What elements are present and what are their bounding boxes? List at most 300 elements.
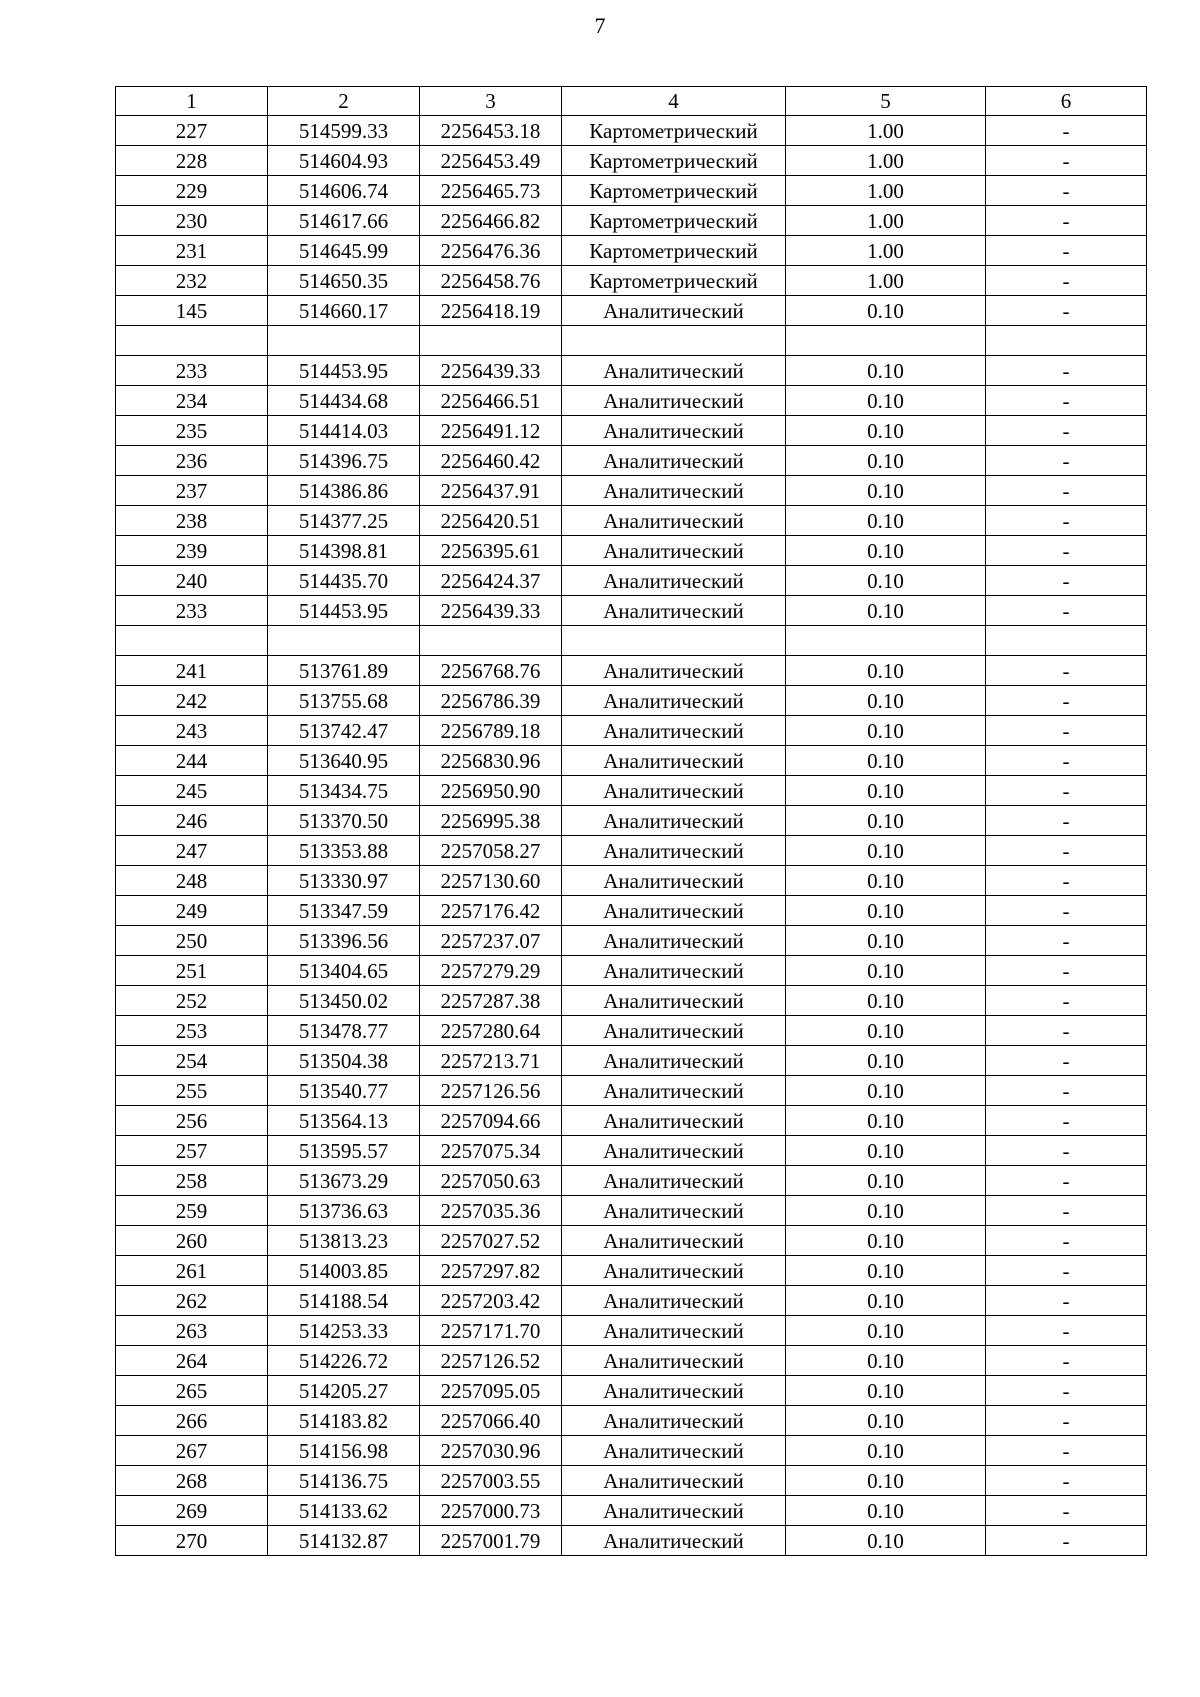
table-row bbox=[116, 1286, 1147, 1316]
note-cell: - bbox=[986, 836, 1147, 866]
table-row bbox=[116, 1046, 1147, 1076]
method-cell: Аналитический bbox=[562, 1166, 786, 1196]
method-cell: Аналитический bbox=[562, 1406, 786, 1436]
x-coordinate-cell: 514156.98 bbox=[268, 1436, 420, 1466]
accuracy-cell: 0.10 bbox=[786, 1466, 986, 1496]
accuracy-cell: 0.10 bbox=[786, 866, 986, 896]
point-number-cell: 242 bbox=[116, 686, 268, 716]
y-coordinate-cell: 2257094.66 bbox=[420, 1106, 562, 1136]
accuracy-cell: 0.10 bbox=[786, 986, 986, 1016]
x-coordinate-cell: 514003.85 bbox=[268, 1256, 420, 1286]
point-number-cell: 269 bbox=[116, 1496, 268, 1526]
table-separator-row bbox=[116, 626, 1147, 656]
accuracy-cell: 0.10 bbox=[786, 1166, 986, 1196]
x-coordinate-cell: 514377.25 bbox=[268, 506, 420, 536]
point-number-cell: 232 bbox=[116, 266, 268, 296]
x-coordinate-cell: 513640.95 bbox=[268, 746, 420, 776]
accuracy-cell: 1.00 bbox=[786, 146, 986, 176]
x-coordinate-cell: 513673.29 bbox=[268, 1166, 420, 1196]
note-cell: - bbox=[986, 806, 1147, 836]
x-coordinate-cell: 513478.77 bbox=[268, 1016, 420, 1046]
x-coordinate-cell: 513353.88 bbox=[268, 836, 420, 866]
y-coordinate-cell: 2257171.70 bbox=[420, 1316, 562, 1346]
note-cell: - bbox=[986, 1526, 1147, 1556]
x-coordinate-cell bbox=[268, 326, 420, 356]
y-coordinate-cell: 2256491.12 bbox=[420, 416, 562, 446]
table-row bbox=[116, 866, 1147, 896]
note-cell: - bbox=[986, 1226, 1147, 1256]
method-cell: Аналитический bbox=[562, 1466, 786, 1496]
y-coordinate-cell: 2257066.40 bbox=[420, 1406, 562, 1436]
accuracy-cell: 0.10 bbox=[786, 686, 986, 716]
note-cell: - bbox=[986, 476, 1147, 506]
column-header: 1 bbox=[116, 87, 268, 116]
x-coordinate-cell bbox=[268, 626, 420, 656]
note-cell: - bbox=[986, 176, 1147, 206]
note-cell: - bbox=[986, 1436, 1147, 1466]
accuracy-cell: 0.10 bbox=[786, 386, 986, 416]
point-number-cell: 234 bbox=[116, 386, 268, 416]
method-cell: Аналитический bbox=[562, 1436, 786, 1466]
accuracy-cell: 0.10 bbox=[786, 506, 986, 536]
note-cell: - bbox=[986, 1316, 1147, 1346]
point-number-cell: 243 bbox=[116, 716, 268, 746]
table-row bbox=[116, 476, 1147, 506]
accuracy-cell: 0.10 bbox=[786, 746, 986, 776]
x-coordinate-cell: 514133.62 bbox=[268, 1496, 420, 1526]
table-row bbox=[116, 536, 1147, 566]
point-number-cell bbox=[116, 626, 268, 656]
y-coordinate-cell: 2257003.55 bbox=[420, 1466, 562, 1496]
method-cell: Аналитический bbox=[562, 446, 786, 476]
table-row bbox=[116, 296, 1147, 326]
table-row bbox=[116, 1076, 1147, 1106]
method-cell: Аналитический bbox=[562, 986, 786, 1016]
method-cell: Аналитический bbox=[562, 866, 786, 896]
accuracy-cell: 1.00 bbox=[786, 206, 986, 236]
point-number-cell: 264 bbox=[116, 1346, 268, 1376]
note-cell: - bbox=[986, 206, 1147, 236]
method-cell: Аналитический bbox=[562, 1106, 786, 1136]
accuracy-cell: 0.10 bbox=[786, 1286, 986, 1316]
note-cell: - bbox=[986, 506, 1147, 536]
method-cell: Аналитический bbox=[562, 1256, 786, 1286]
point-number-cell: 237 bbox=[116, 476, 268, 506]
table-row bbox=[116, 1256, 1147, 1286]
accuracy-cell: 0.10 bbox=[786, 1106, 986, 1136]
note-cell: - bbox=[986, 1406, 1147, 1436]
method-cell: Аналитический bbox=[562, 746, 786, 776]
x-coordinate-cell: 514660.17 bbox=[268, 296, 420, 326]
y-coordinate-cell: 2257130.60 bbox=[420, 866, 562, 896]
point-number-cell: 257 bbox=[116, 1136, 268, 1166]
x-coordinate-cell: 514599.33 bbox=[268, 116, 420, 146]
column-header: 2 bbox=[268, 87, 420, 116]
point-number-cell: 244 bbox=[116, 746, 268, 776]
x-coordinate-cell: 514396.75 bbox=[268, 446, 420, 476]
note-cell: - bbox=[986, 776, 1147, 806]
table-header-row bbox=[116, 87, 1147, 116]
point-number-cell: 261 bbox=[116, 1256, 268, 1286]
note-cell: - bbox=[986, 1376, 1147, 1406]
note-cell: - bbox=[986, 716, 1147, 746]
x-coordinate-cell: 514414.03 bbox=[268, 416, 420, 446]
accuracy-cell: 0.10 bbox=[786, 536, 986, 566]
method-cell: Аналитический bbox=[562, 566, 786, 596]
table-row bbox=[116, 266, 1147, 296]
note-cell: - bbox=[986, 686, 1147, 716]
table-row bbox=[116, 1226, 1147, 1256]
table-row bbox=[116, 1016, 1147, 1046]
table-row bbox=[116, 446, 1147, 476]
y-coordinate-cell: 2256420.51 bbox=[420, 506, 562, 536]
table-row bbox=[116, 1346, 1147, 1376]
accuracy-cell bbox=[786, 626, 986, 656]
y-coordinate-cell: 2257050.63 bbox=[420, 1166, 562, 1196]
y-coordinate-cell: 2256439.33 bbox=[420, 356, 562, 386]
point-number-cell: 254 bbox=[116, 1046, 268, 1076]
note-cell: - bbox=[986, 266, 1147, 296]
y-coordinate-cell: 2257279.29 bbox=[420, 956, 562, 986]
x-coordinate-cell: 514136.75 bbox=[268, 1466, 420, 1496]
table-row bbox=[116, 926, 1147, 956]
x-coordinate-cell: 513595.57 bbox=[268, 1136, 420, 1166]
note-cell: - bbox=[986, 1466, 1147, 1496]
accuracy-cell: 0.10 bbox=[786, 1076, 986, 1106]
method-cell: Аналитический bbox=[562, 1496, 786, 1526]
note-cell: - bbox=[986, 1166, 1147, 1196]
note-cell: - bbox=[986, 1256, 1147, 1286]
note-cell: - bbox=[986, 896, 1147, 926]
y-coordinate-cell: 2256768.76 bbox=[420, 656, 562, 686]
y-coordinate-cell: 2256418.19 bbox=[420, 296, 562, 326]
point-number-cell: 249 bbox=[116, 896, 268, 926]
point-number-cell: 235 bbox=[116, 416, 268, 446]
accuracy-cell: 0.10 bbox=[786, 596, 986, 626]
accuracy-cell: 0.10 bbox=[786, 416, 986, 446]
method-cell: Аналитический bbox=[562, 536, 786, 566]
method-cell: Аналитический bbox=[562, 1376, 786, 1406]
x-coordinate-cell: 513813.23 bbox=[268, 1226, 420, 1256]
table-row bbox=[116, 746, 1147, 776]
y-coordinate-cell: 2257297.82 bbox=[420, 1256, 562, 1286]
x-coordinate-cell: 513736.63 bbox=[268, 1196, 420, 1226]
table-row bbox=[116, 896, 1147, 926]
note-cell: - bbox=[986, 926, 1147, 956]
method-cell: Картометрический bbox=[562, 236, 786, 266]
y-coordinate-cell: 2257287.38 bbox=[420, 986, 562, 1016]
y-coordinate-cell: 2256786.39 bbox=[420, 686, 562, 716]
accuracy-cell: 0.10 bbox=[786, 1196, 986, 1226]
accuracy-cell: 0.10 bbox=[786, 1436, 986, 1466]
x-coordinate-cell: 513396.56 bbox=[268, 926, 420, 956]
method-cell: Аналитический bbox=[562, 1196, 786, 1226]
column-header: 3 bbox=[420, 87, 562, 116]
x-coordinate-cell: 514253.33 bbox=[268, 1316, 420, 1346]
table-row bbox=[116, 1106, 1147, 1136]
y-coordinate-cell: 2257126.56 bbox=[420, 1076, 562, 1106]
note-cell bbox=[986, 626, 1147, 656]
y-coordinate-cell: 2256437.91 bbox=[420, 476, 562, 506]
table-row bbox=[116, 1376, 1147, 1406]
y-coordinate-cell: 2256395.61 bbox=[420, 536, 562, 566]
y-coordinate-cell: 2256466.82 bbox=[420, 206, 562, 236]
note-cell: - bbox=[986, 146, 1147, 176]
table-row bbox=[116, 146, 1147, 176]
table-row bbox=[116, 1136, 1147, 1166]
note-cell: - bbox=[986, 1106, 1147, 1136]
point-number-cell: 241 bbox=[116, 656, 268, 686]
accuracy-cell: 0.10 bbox=[786, 1496, 986, 1526]
note-cell: - bbox=[986, 956, 1147, 986]
table-row bbox=[116, 1466, 1147, 1496]
point-number-cell: 258 bbox=[116, 1166, 268, 1196]
point-number-cell: 145 bbox=[116, 296, 268, 326]
method-cell: Аналитический bbox=[562, 1346, 786, 1376]
table-row bbox=[116, 1166, 1147, 1196]
y-coordinate-cell bbox=[420, 626, 562, 656]
method-cell: Аналитический bbox=[562, 1226, 786, 1256]
accuracy-cell: 1.00 bbox=[786, 176, 986, 206]
x-coordinate-cell: 514386.86 bbox=[268, 476, 420, 506]
point-number-cell: 250 bbox=[116, 926, 268, 956]
y-coordinate-cell: 2257027.52 bbox=[420, 1226, 562, 1256]
x-coordinate-cell: 513434.75 bbox=[268, 776, 420, 806]
table-row bbox=[116, 1406, 1147, 1436]
point-number-cell: 260 bbox=[116, 1226, 268, 1256]
table-row bbox=[116, 206, 1147, 236]
method-cell: Аналитический bbox=[562, 776, 786, 806]
method-cell: Аналитический bbox=[562, 476, 786, 506]
accuracy-cell: 0.10 bbox=[786, 836, 986, 866]
method-cell: Аналитический bbox=[562, 836, 786, 866]
table-row bbox=[116, 506, 1147, 536]
point-number-cell: 262 bbox=[116, 1286, 268, 1316]
y-coordinate-cell: 2256458.76 bbox=[420, 266, 562, 296]
x-coordinate-cell: 514645.99 bbox=[268, 236, 420, 266]
method-cell: Аналитический bbox=[562, 956, 786, 986]
table-row bbox=[116, 836, 1147, 866]
x-coordinate-cell: 514132.87 bbox=[268, 1526, 420, 1556]
x-coordinate-cell: 513404.65 bbox=[268, 956, 420, 986]
table-row bbox=[116, 176, 1147, 206]
x-coordinate-cell: 513761.89 bbox=[268, 656, 420, 686]
point-number-cell: 253 bbox=[116, 1016, 268, 1046]
point-number-cell: 239 bbox=[116, 536, 268, 566]
accuracy-cell: 0.10 bbox=[786, 1526, 986, 1556]
accuracy-cell bbox=[786, 326, 986, 356]
y-coordinate-cell: 2257203.42 bbox=[420, 1286, 562, 1316]
x-coordinate-cell: 514650.35 bbox=[268, 266, 420, 296]
accuracy-cell: 0.10 bbox=[786, 656, 986, 686]
point-number-cell: 233 bbox=[116, 596, 268, 626]
table-separator-row bbox=[116, 326, 1147, 356]
point-number-cell: 255 bbox=[116, 1076, 268, 1106]
note-cell: - bbox=[986, 866, 1147, 896]
method-cell: Аналитический bbox=[562, 1046, 786, 1076]
table-row bbox=[116, 776, 1147, 806]
note-cell: - bbox=[986, 596, 1147, 626]
y-coordinate-cell: 2256460.42 bbox=[420, 446, 562, 476]
x-coordinate-cell: 513347.59 bbox=[268, 896, 420, 926]
method-cell: Аналитический bbox=[562, 896, 786, 926]
table-row bbox=[116, 566, 1147, 596]
table-row bbox=[116, 656, 1147, 686]
point-number-cell: 238 bbox=[116, 506, 268, 536]
x-coordinate-cell: 514617.66 bbox=[268, 206, 420, 236]
accuracy-cell: 0.10 bbox=[786, 356, 986, 386]
x-coordinate-cell: 514398.81 bbox=[268, 536, 420, 566]
table-body bbox=[116, 87, 1147, 1556]
point-number-cell: 265 bbox=[116, 1376, 268, 1406]
table-row bbox=[116, 1526, 1147, 1556]
accuracy-cell: 0.10 bbox=[786, 1346, 986, 1376]
method-cell bbox=[562, 626, 786, 656]
accuracy-cell: 1.00 bbox=[786, 116, 986, 146]
note-cell bbox=[986, 326, 1147, 356]
table-row bbox=[116, 986, 1147, 1016]
note-cell: - bbox=[986, 1346, 1147, 1376]
accuracy-cell: 0.10 bbox=[786, 806, 986, 836]
table-row bbox=[116, 1196, 1147, 1226]
table-row bbox=[116, 686, 1147, 716]
method-cell: Аналитический bbox=[562, 386, 786, 416]
point-number-cell: 268 bbox=[116, 1466, 268, 1496]
accuracy-cell: 0.10 bbox=[786, 296, 986, 326]
note-cell: - bbox=[986, 1016, 1147, 1046]
y-coordinate-cell: 2257126.52 bbox=[420, 1346, 562, 1376]
note-cell: - bbox=[986, 446, 1147, 476]
x-coordinate-cell: 513742.47 bbox=[268, 716, 420, 746]
note-cell: - bbox=[986, 566, 1147, 596]
y-coordinate-cell: 2257237.07 bbox=[420, 926, 562, 956]
accuracy-cell: 0.10 bbox=[786, 716, 986, 746]
x-coordinate-cell: 513540.77 bbox=[268, 1076, 420, 1106]
x-coordinate-cell: 514183.82 bbox=[268, 1406, 420, 1436]
accuracy-cell: 0.10 bbox=[786, 476, 986, 506]
point-number-cell: 259 bbox=[116, 1196, 268, 1226]
accuracy-cell: 0.10 bbox=[786, 1226, 986, 1256]
note-cell: - bbox=[986, 746, 1147, 776]
accuracy-cell: 1.00 bbox=[786, 266, 986, 296]
method-cell bbox=[562, 326, 786, 356]
method-cell: Аналитический bbox=[562, 716, 786, 746]
x-coordinate-cell: 513564.13 bbox=[268, 1106, 420, 1136]
accuracy-cell: 0.10 bbox=[786, 1376, 986, 1406]
y-coordinate-cell: 2256476.36 bbox=[420, 236, 562, 266]
table-row bbox=[116, 1436, 1147, 1466]
point-number-cell: 240 bbox=[116, 566, 268, 596]
note-cell: - bbox=[986, 116, 1147, 146]
y-coordinate-cell: 2256453.18 bbox=[420, 116, 562, 146]
x-coordinate-cell: 514434.68 bbox=[268, 386, 420, 416]
point-number-cell: 246 bbox=[116, 806, 268, 836]
point-number-cell: 236 bbox=[116, 446, 268, 476]
note-cell: - bbox=[986, 1286, 1147, 1316]
note-cell: - bbox=[986, 1136, 1147, 1166]
method-cell: Картометрический bbox=[562, 266, 786, 296]
accuracy-cell: 0.10 bbox=[786, 926, 986, 956]
note-cell: - bbox=[986, 1046, 1147, 1076]
method-cell: Аналитический bbox=[562, 506, 786, 536]
note-cell: - bbox=[986, 986, 1147, 1016]
point-number-cell bbox=[116, 326, 268, 356]
table-row bbox=[116, 596, 1147, 626]
y-coordinate-cell bbox=[420, 326, 562, 356]
point-number-cell: 227 bbox=[116, 116, 268, 146]
table-row bbox=[116, 716, 1147, 746]
y-coordinate-cell: 2256830.96 bbox=[420, 746, 562, 776]
accuracy-cell: 0.10 bbox=[786, 1046, 986, 1076]
page-number: 7 bbox=[594, 13, 606, 38]
y-coordinate-cell: 2257213.71 bbox=[420, 1046, 562, 1076]
x-coordinate-cell: 514188.54 bbox=[268, 1286, 420, 1316]
y-coordinate-cell: 2257058.27 bbox=[420, 836, 562, 866]
point-number-cell: 270 bbox=[116, 1526, 268, 1556]
point-number-cell: 266 bbox=[116, 1406, 268, 1436]
x-coordinate-cell: 514606.74 bbox=[268, 176, 420, 206]
table-row bbox=[116, 1496, 1147, 1526]
method-cell: Аналитический bbox=[562, 1526, 786, 1556]
method-cell: Аналитический bbox=[562, 806, 786, 836]
x-coordinate-cell: 514453.95 bbox=[268, 596, 420, 626]
point-number-cell: 233 bbox=[116, 356, 268, 386]
table-row bbox=[116, 416, 1147, 446]
point-number-cell: 252 bbox=[116, 986, 268, 1016]
column-header: 4 bbox=[562, 87, 786, 116]
method-cell: Аналитический bbox=[562, 356, 786, 386]
x-coordinate-cell: 513504.38 bbox=[268, 1046, 420, 1076]
point-number-cell: 229 bbox=[116, 176, 268, 206]
y-coordinate-cell: 2256424.37 bbox=[420, 566, 562, 596]
y-coordinate-cell: 2256439.33 bbox=[420, 596, 562, 626]
table-row bbox=[116, 806, 1147, 836]
column-header: 5 bbox=[786, 87, 986, 116]
method-cell: Аналитический bbox=[562, 686, 786, 716]
x-coordinate-cell: 514205.27 bbox=[268, 1376, 420, 1406]
method-cell: Аналитический bbox=[562, 416, 786, 446]
y-coordinate-cell: 2256465.73 bbox=[420, 176, 562, 206]
point-number-cell: 228 bbox=[116, 146, 268, 176]
coordinates-table bbox=[115, 86, 1147, 1556]
table-row bbox=[116, 956, 1147, 986]
x-coordinate-cell: 513330.97 bbox=[268, 866, 420, 896]
y-coordinate-cell: 2257280.64 bbox=[420, 1016, 562, 1046]
method-cell: Картометрический bbox=[562, 116, 786, 146]
y-coordinate-cell: 2256789.18 bbox=[420, 716, 562, 746]
note-cell: - bbox=[986, 296, 1147, 326]
accuracy-cell: 0.10 bbox=[786, 566, 986, 596]
accuracy-cell: 0.10 bbox=[786, 1136, 986, 1166]
point-number-cell: 248 bbox=[116, 866, 268, 896]
column-header: 6 bbox=[986, 87, 1147, 116]
method-cell: Аналитический bbox=[562, 1316, 786, 1346]
accuracy-cell: 0.10 bbox=[786, 1016, 986, 1046]
accuracy-cell: 0.10 bbox=[786, 956, 986, 986]
x-coordinate-cell: 514226.72 bbox=[268, 1346, 420, 1376]
y-coordinate-cell: 2257176.42 bbox=[420, 896, 562, 926]
point-number-cell: 267 bbox=[116, 1436, 268, 1466]
point-number-cell: 230 bbox=[116, 206, 268, 236]
note-cell: - bbox=[986, 1196, 1147, 1226]
accuracy-cell: 0.10 bbox=[786, 1316, 986, 1346]
note-cell: - bbox=[986, 536, 1147, 566]
point-number-cell: 256 bbox=[116, 1106, 268, 1136]
x-coordinate-cell: 514453.95 bbox=[268, 356, 420, 386]
point-number-cell: 247 bbox=[116, 836, 268, 866]
method-cell: Аналитический bbox=[562, 1076, 786, 1106]
y-coordinate-cell: 2257035.36 bbox=[420, 1196, 562, 1226]
